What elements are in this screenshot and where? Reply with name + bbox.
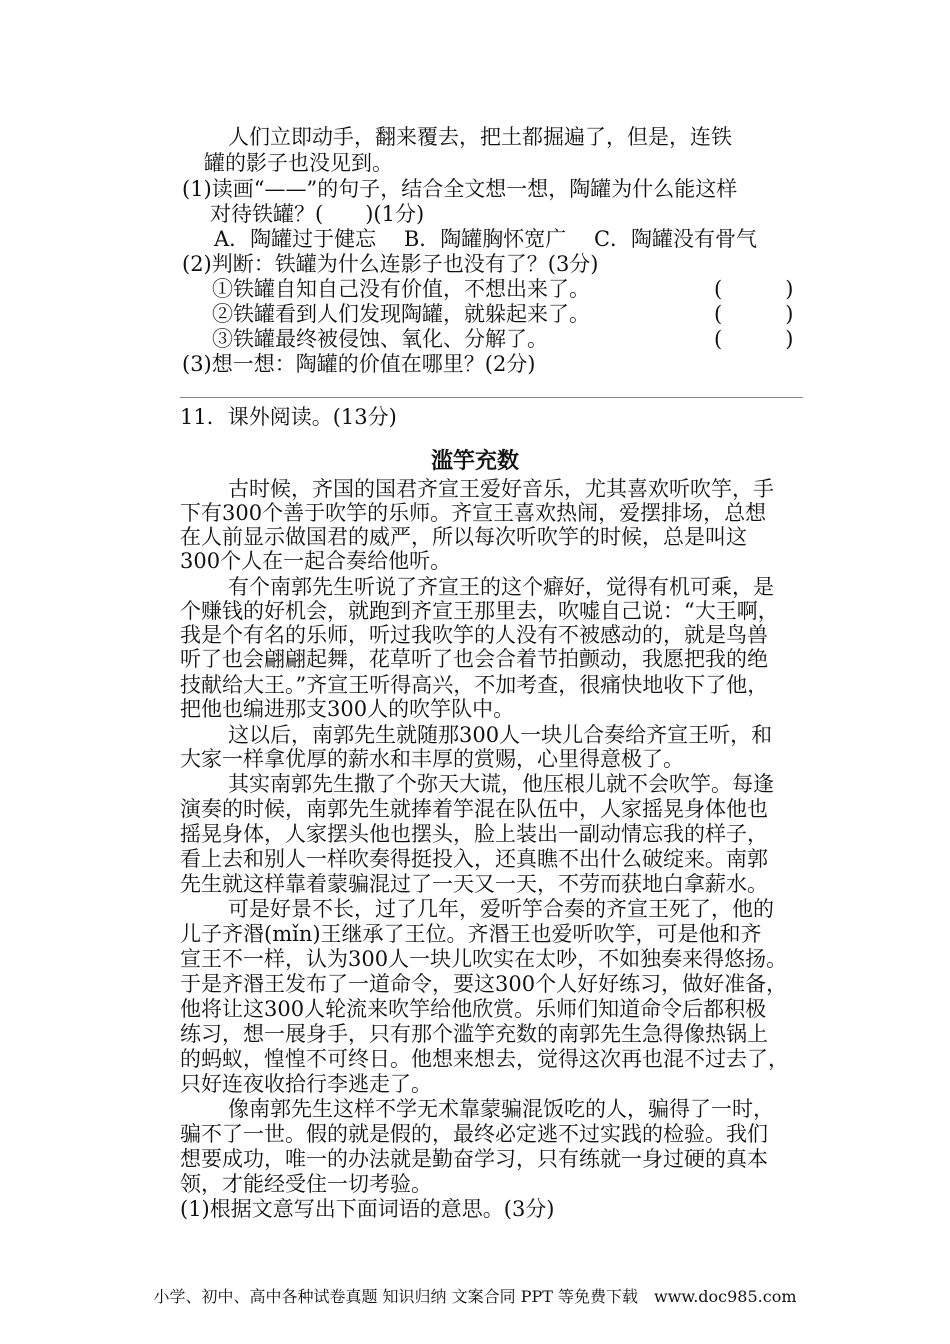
article-line: 领，才能经受住一切考验。 bbox=[180, 1172, 432, 1196]
sub-question-1-stem: (1)根据文意写出下面词语的意思。(3分) bbox=[180, 1197, 555, 1221]
article-line: 下有300个善于吹竽的乐师。齐宣王喜欢热闹，爱摆排场，总想 bbox=[180, 501, 767, 525]
article-line: 这以后，南郭先生就随那300人一块儿合奏给齐宣王听，和 bbox=[228, 723, 773, 747]
article-line: 300个人在一起合奏给他听。 bbox=[180, 549, 452, 573]
article-line: 可是好景不长，过了几年，爱听竽合奏的齐宣王死了，他的 bbox=[228, 897, 774, 921]
passage-end-line-1: 人们立即动手，翻来覆去，把土都掘遍了，但是，连铁 bbox=[228, 125, 732, 149]
question-3-stem: (3)想一想：陶罐的价值在哪里？(2分) bbox=[182, 352, 536, 376]
article-line: 在人前显示做国君的威严，所以每次听吹竽的时候，总是叫这 bbox=[180, 525, 747, 549]
passage-end-line-2: 罐的影子也没见到。 bbox=[204, 151, 393, 175]
article-line: 的蚂蚁，惶惶不可终日。他想来想去，觉得这次再也混不过去了， bbox=[180, 1047, 789, 1071]
judgement-item-3: ③铁罐最终被侵蚀、氧化、分解了。 bbox=[212, 327, 548, 351]
article-line: 古时候，齐国的国君齐宣王爱好音乐，尤其喜欢听吹竽，手 bbox=[228, 477, 774, 501]
article-line: 个赚钱的好机会，就跑到齐宣王那里去，吹嘘自己说：“大王啊， bbox=[180, 599, 779, 623]
article-line: 有个南郭先生听说了齐宣王的这个癖好，觉得有机可乘，是 bbox=[228, 575, 774, 599]
article-line: 演奏的时候，南郭先生就捧着竽混在队伍中，人家摇晃身体他也 bbox=[180, 797, 768, 821]
question-1-options: A．陶罐过于健忘 B．陶罐胸怀宽广 C．陶罐没有骨气 bbox=[214, 227, 758, 251]
article-line: 只好连夜收拾行李逃走了。 bbox=[180, 1072, 432, 1096]
question-1-stem: (1)读画“——”的句子，结合全文想一想，陶罐为什么能这样 bbox=[182, 177, 738, 201]
article-line: 技献给大王。”齐宣王听得高兴，不加考查，很痛快地收下了他， bbox=[180, 673, 769, 697]
article-line: 听了也会翩翩起舞，花草听了也会合着节拍颤动，我愿把我的绝 bbox=[180, 647, 768, 671]
article-line: 大家一样拿优厚的薪水和丰厚的赏赐，心里得意极了。 bbox=[180, 747, 684, 771]
article-line: 我是个有名的乐师，听过我吹竽的人没有不被感动的，就是鸟兽 bbox=[180, 623, 768, 647]
article-title: 滥竽充数 bbox=[430, 449, 519, 474]
article-line: 于是齐湣王发布了一道命令，要这300个人好好练习，做好准备， bbox=[180, 972, 788, 996]
article-line: 像南郭先生这样不学无术靠蒙骗混饭吃的人，骗得了一时， bbox=[228, 1097, 774, 1121]
question-11-heading: 11．课外阅读。(13分) bbox=[180, 405, 397, 429]
article-line: 骗不了一世。假的就是假的，最终必定逃不过实践的检验。我们 bbox=[180, 1122, 768, 1146]
article-line: 他将让这300人轮流来吹竽给他欣赏。乐师们知道命令后都积极 bbox=[180, 997, 767, 1021]
question-2-stem: (2)判断：铁罐为什么连影子也没有了？(3分) bbox=[182, 252, 599, 276]
article-line: 看上去和别人一样吹奏得挺投入，还真瞧不出什么破绽来。南郭 bbox=[180, 847, 768, 871]
judgement-answer-blank-2[interactable]: ( ) bbox=[714, 302, 794, 326]
judgement-answer-blank-3[interactable]: ( ) bbox=[714, 327, 794, 351]
article-line: 摇晃身体，人家摆头他也摆头，脸上装出一副动情忘我的样子， bbox=[180, 822, 768, 846]
footer-watermark: 小学、初中、高中各种试卷真题 知识归纳 文案合同 PPT 等免费下载 www.doc985.com bbox=[153, 1287, 797, 1306]
article-line: 先生就这样靠着蒙骗混过了一天又一天，不劳而获地白拿薪水。 bbox=[180, 872, 768, 896]
article-line: 其实南郭先生撒了个弥天大谎，他压根儿就不会吹竽。每逢 bbox=[228, 772, 774, 796]
article-line: 把他也编进那支300人的吹竽队中。 bbox=[180, 697, 515, 721]
article-line: 想要成功，唯一的办法就是勤奋学习，只有练就一身过硬的真本 bbox=[180, 1147, 768, 1171]
judgement-answer-blank-1[interactable]: ( ) bbox=[714, 277, 794, 301]
judgement-item-1: ①铁罐自知自己没有价值，不想出来了。 bbox=[212, 277, 590, 301]
answer-line[interactable] bbox=[180, 397, 803, 398]
article-line: 儿子齐湣(mǐn)王继承了王位。齐湣王也爱听吹竽，可是他和齐 bbox=[180, 922, 762, 946]
article-line: 宣王不一样，认为300人一块儿吹实在太吵，不如独奏来得悠扬。 bbox=[180, 947, 788, 971]
judgement-item-2: ②铁罐看到人们发现陶罐，就躲起来了。 bbox=[212, 302, 590, 326]
article-line: 练习，想一展身手，只有那个滥竽充数的南郭先生急得像热锅上 bbox=[180, 1022, 768, 1046]
question-1-stem-cont: 对待铁罐？( )(1分) bbox=[210, 202, 425, 226]
